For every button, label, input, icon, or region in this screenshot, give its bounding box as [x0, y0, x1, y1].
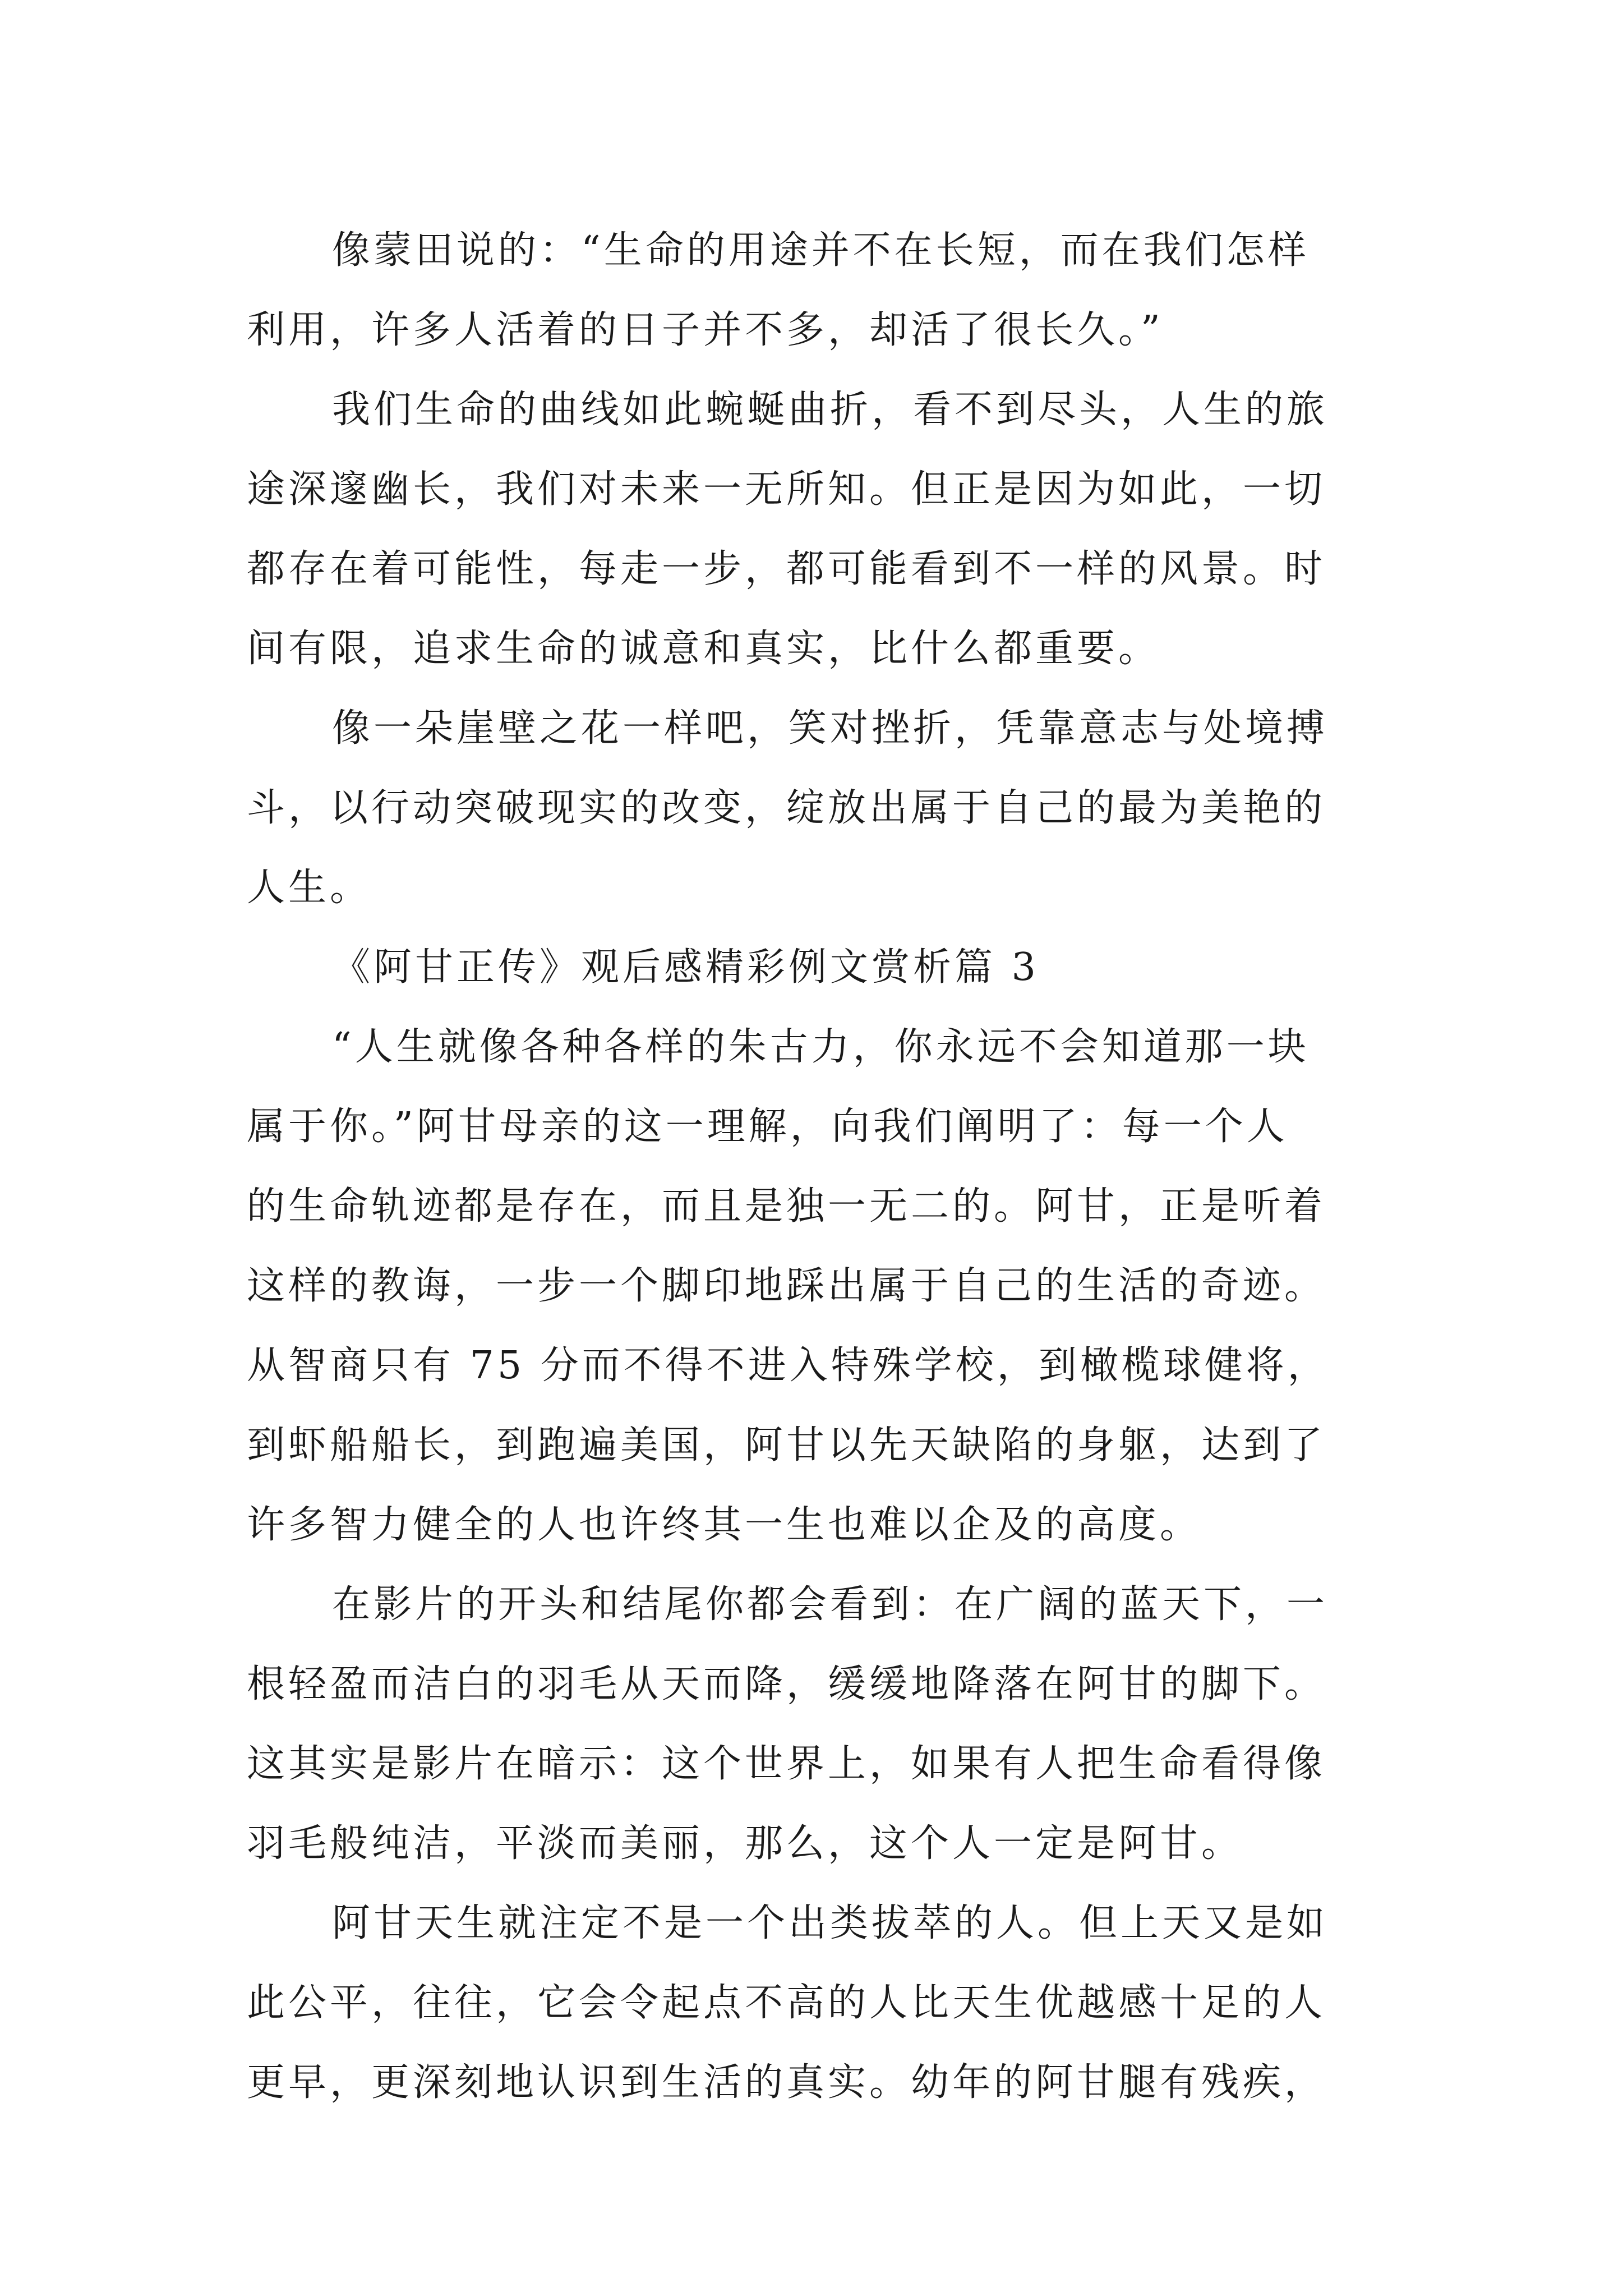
paragraph-line: 这其实是影片在暗示：这个世界上，如果有人把生命看得像: [247, 1742, 1326, 1786]
paragraph-line: 像一朵崖壁之花一样吧，笑对挫折，凭靠意志与处境搏: [332, 706, 1329, 751]
paragraph-line: 根轻盈而洁白的羽毛从天而降，缓缓地降落在阿甘的脚下。: [247, 1662, 1326, 1706]
paragraph-line: 到虾船船长，到跑遍美国，阿甘以先天缺陷的身躯，达到了: [247, 1423, 1326, 1467]
paragraph-line: 斗，以行动突破现实的改变，绽放出属于自己的最为美艳的: [247, 786, 1326, 830]
paragraph-line: 阿甘天生就注定不是一个出类拔萃的人。但上天又是如: [332, 1901, 1329, 1945]
paragraph-line: 羽毛般纯洁，平淡而美丽，那么，这个人一定是阿甘。: [247, 1821, 1243, 1866]
paragraph-line: 像蒙田说的：“生命的用途并不在长短，而在我们怎样: [332, 228, 1310, 273]
paragraph-line: 途深邃幽长，我们对未来一无所知。但正是因为如此，一切: [247, 467, 1326, 512]
paragraph-line: 更早，更深刻地认识到生活的真实。幼年的阿甘腿有残疾，: [247, 2060, 1326, 2105]
paragraph-line: 间有限，追求生命的诚意和真实，比什么都重要。: [247, 627, 1160, 671]
paragraph-line: 此公平，往往，它会令起点不高的人比天生优越感十足的人: [247, 1981, 1326, 2025]
section-heading: 《阿甘正传》观后感精彩例文赏析篇 3: [332, 945, 1039, 990]
paragraph-line: 我们生命的曲线如此蜿蜒曲折，看不到尽头，人生的旅: [332, 388, 1329, 432]
document-body: [247, 211, 1391, 2123]
paragraph-line: 从智商只有 75 分而不得不进入特殊学校，到橄榄球健将，: [247, 1343, 1329, 1388]
paragraph-line: 这样的教诲，一步一个脚印地踩出属于自己的生活的奇迹。: [247, 1264, 1326, 1308]
paragraph-line: “人生就像各种各样的朱古力，你永远不会知道那一块: [332, 1025, 1310, 1069]
paragraph-line: 利用，许多人活着的日子并不多，却活了很长久。”: [247, 308, 1164, 352]
paragraph-line: 在影片的开头和结尾你都会看到：在广阔的蓝天下，一: [332, 1582, 1329, 1627]
paragraph-line: 人生。: [247, 866, 372, 910]
paragraph-line: 的生命轨迹都是存在，而且是独一无二的。阿甘，正是听着: [247, 1184, 1326, 1228]
paragraph-line: 都存在着可能性，每走一步，都可能看到不一样的风景。时: [247, 547, 1326, 591]
paragraph-line: 许多智力健全的人也许终其一生也难以企及的高度。: [247, 1503, 1202, 1547]
paragraph-line: 属于你。”阿甘母亲的这一理解，向我们阐明了：每一个人: [247, 1105, 1288, 1149]
